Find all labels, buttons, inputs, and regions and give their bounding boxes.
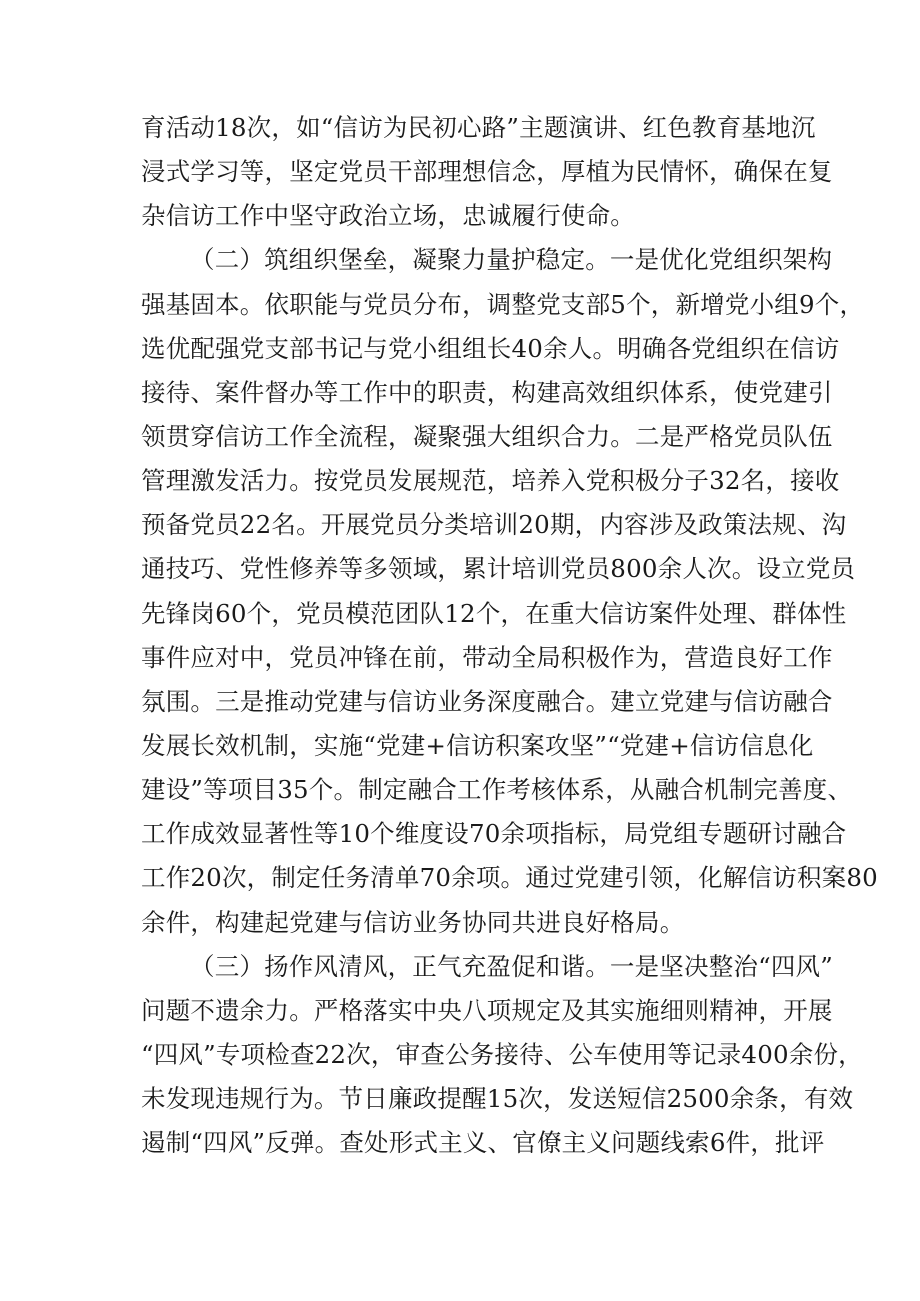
text-line: 选优配强党支部书记与党小组组长40余人。明确各党组织在信访 bbox=[141, 333, 840, 363]
text-line: 建设”等项目35个。制定融合工作考核体系，从融合机制完善度、 bbox=[141, 775, 853, 805]
text-line: 通技巧、党性修养等多领域，累计培训党员800余人次。设立党员 bbox=[141, 554, 856, 584]
text-line: 事件应对中，党员冲锋在前，带动全局积极作为，营造良好工作 bbox=[141, 642, 833, 672]
text-line: 强基固本。依职能与党员分布，调整党支部5个，新增党小组9个， bbox=[141, 289, 865, 319]
text-line: 浸式学习等，坚定党员干部理想信念，厚植为民情怀，确保在复 bbox=[141, 157, 833, 187]
text-line: 问题不遗余力。严格落实中央八项规定及其实施细则精神，开展 bbox=[141, 995, 833, 1025]
section-heading-line: （二）筑组织堡垒，凝聚力量护稳定。一是优化党组织架构 bbox=[190, 245, 833, 275]
text-line: “四风”专项检查22次，审查公务接待、公车使用等记录400余份， bbox=[141, 1039, 863, 1069]
text-line: 未发现违规行为。节日廉政提醒15次，发送短信2500余条，有效 bbox=[141, 1084, 854, 1114]
text-line: 接待、案件督办等工作中的职责，构建高效组织体系，使党建引 bbox=[141, 377, 833, 407]
section-heading-line: （三）扬作风清风，正气充盈促和谐。一是坚决整治“四风” bbox=[190, 951, 833, 981]
text-line: 预备党员22名。开展党员分类培训20期，内容涉及政策法规、沟 bbox=[141, 510, 847, 540]
text-line: 氛围。三是推动党建与信访业务深度融合。建立党建与信访融合 bbox=[141, 686, 833, 716]
text-line: 遏制“四风”反弹。查处形式主义、官僚主义问题线索6件，批评 bbox=[141, 1128, 825, 1158]
text-line: 发展长效机制，实施“党建+信访积案攻坚”“党建+信访信息化 bbox=[141, 730, 814, 760]
document-body bbox=[141, 106, 878, 1165]
text-line: 工作20次，制定任务清单70余项。通过党建引领，化解信访积案80 bbox=[141, 863, 878, 893]
text-line: 余件，构建起党建与信访业务协同共进良好格局。 bbox=[141, 907, 685, 937]
text-line: 杂信访工作中坚守政治立场，忠诚履行使命。 bbox=[141, 201, 635, 231]
text-line: 管理激发活力。按党员发展规范，培养入党积极分子32名，接收 bbox=[141, 466, 840, 496]
text-line: 育活动18次，如“信访为民初心路”主题演讲、红色教育基地沉 bbox=[141, 113, 816, 142]
text-line: 工作成效显著性等10个维度设70余项指标，局党组专题研讨融合 bbox=[141, 819, 847, 849]
text-line: 领贯穿信访工作全流程，凝聚强大组织合力。二是严格党员队伍 bbox=[141, 421, 833, 451]
text-line: 先锋岗60个，党员模范团队12个，在重大信访案件处理、群体性 bbox=[141, 598, 847, 628]
